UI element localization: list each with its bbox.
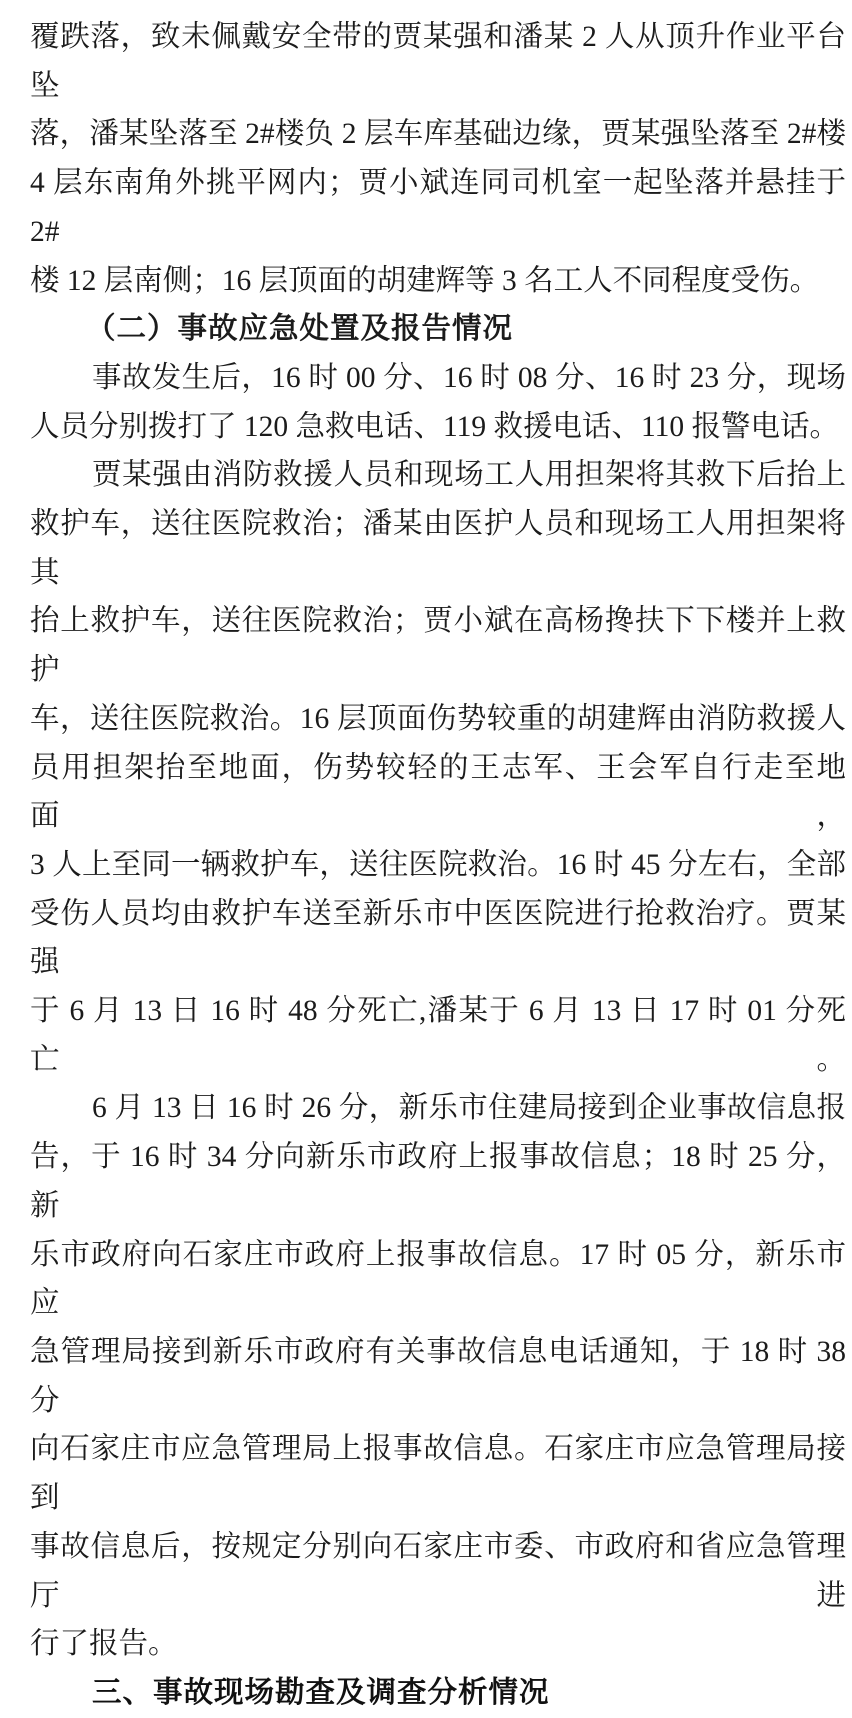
text-line: 救护车，送往医院救治；潘某由医护人员和现场工人用担架将其 xyxy=(30,508,846,589)
text-line: 乐市政府向石家庄市政府上报事故信息。17 时 05 分，新乐市应 xyxy=(30,1238,846,1320)
text-line: 员用担架抬至地面，伤势较轻的王志军、王会军自行走至地面， xyxy=(30,751,846,833)
section-heading: 三、事故现场勘查及调查分析情况 xyxy=(92,1675,550,1709)
text-line: 受伤人员均由救护车送至新乐市中医医院进行抢救治疗。贾某强 xyxy=(30,897,846,979)
text-line: 事故信息后，按规定分别向石家庄市委、市政府和省应急管理厅进 xyxy=(30,1530,846,1612)
text-line: 6 月 13 日 16 时 26 分，新乐市住建局接到企业事故信息报 xyxy=(92,1092,846,1125)
text-line: 向石家庄市应急管理局上报事故信息。石家庄市应急管理局接到 xyxy=(30,1433,846,1515)
text-line: 3 人上至同一辆救护车，送往医院救治。16 时 45 分左右，全部 xyxy=(30,848,846,881)
subsection-heading: （二）事故应急处置及报告情况 xyxy=(86,313,514,346)
text-line: 覆跌落，致未佩戴安全带的贾某强和潘某 2 人从顶升作业平台坠 xyxy=(30,21,846,102)
text-line: 于 6 月 13 日 16 时 48 分死亡,潘某于 6 月 13 日 17 时 01 分死亡。 xyxy=(30,995,846,1076)
text-line: 车，送往医院救治。16 层顶面伤势较重的胡建辉由消防救援人 xyxy=(30,702,846,735)
document-body xyxy=(30,13,846,1718)
text-line: 人员分别拨打了 120 急救电话、119 救援电话、110 报警电话。 xyxy=(30,410,840,443)
text-line: 告，于 16 时 34 分向新乐市政府上报事故信息；18 时 25 分，新 xyxy=(30,1141,846,1222)
text-line: 4 层东南角外挑平网内；贾小斌连同司机室一起坠落并悬挂于 2# xyxy=(30,167,846,248)
text-line: 贾某强由消防救援人员和现场工人用担架将其救下后抬上 xyxy=(92,459,846,492)
text-line: 行了报告。 xyxy=(30,1628,178,1661)
text-line: 落，潘某坠落至 2#楼负 2 层车库基础边缘，贾某强坠落至 2#楼 xyxy=(30,118,846,151)
text-line: 事故发生后，16 时 00 分、16 时 08 分、16 时 23 分，现场 xyxy=(92,361,846,394)
text-line: 急管理局接到新乐市政府有关事故信息电话通知，于 18 时 38 分 xyxy=(30,1335,846,1417)
text-line: 楼 12 层南侧；16 层顶面的胡建辉等 3 名工人不同程度受伤。 xyxy=(30,264,820,297)
text-line: 抬上救护车，送往医院救治；贾小斌在高杨搀扶下下楼并上救护 xyxy=(30,605,846,687)
